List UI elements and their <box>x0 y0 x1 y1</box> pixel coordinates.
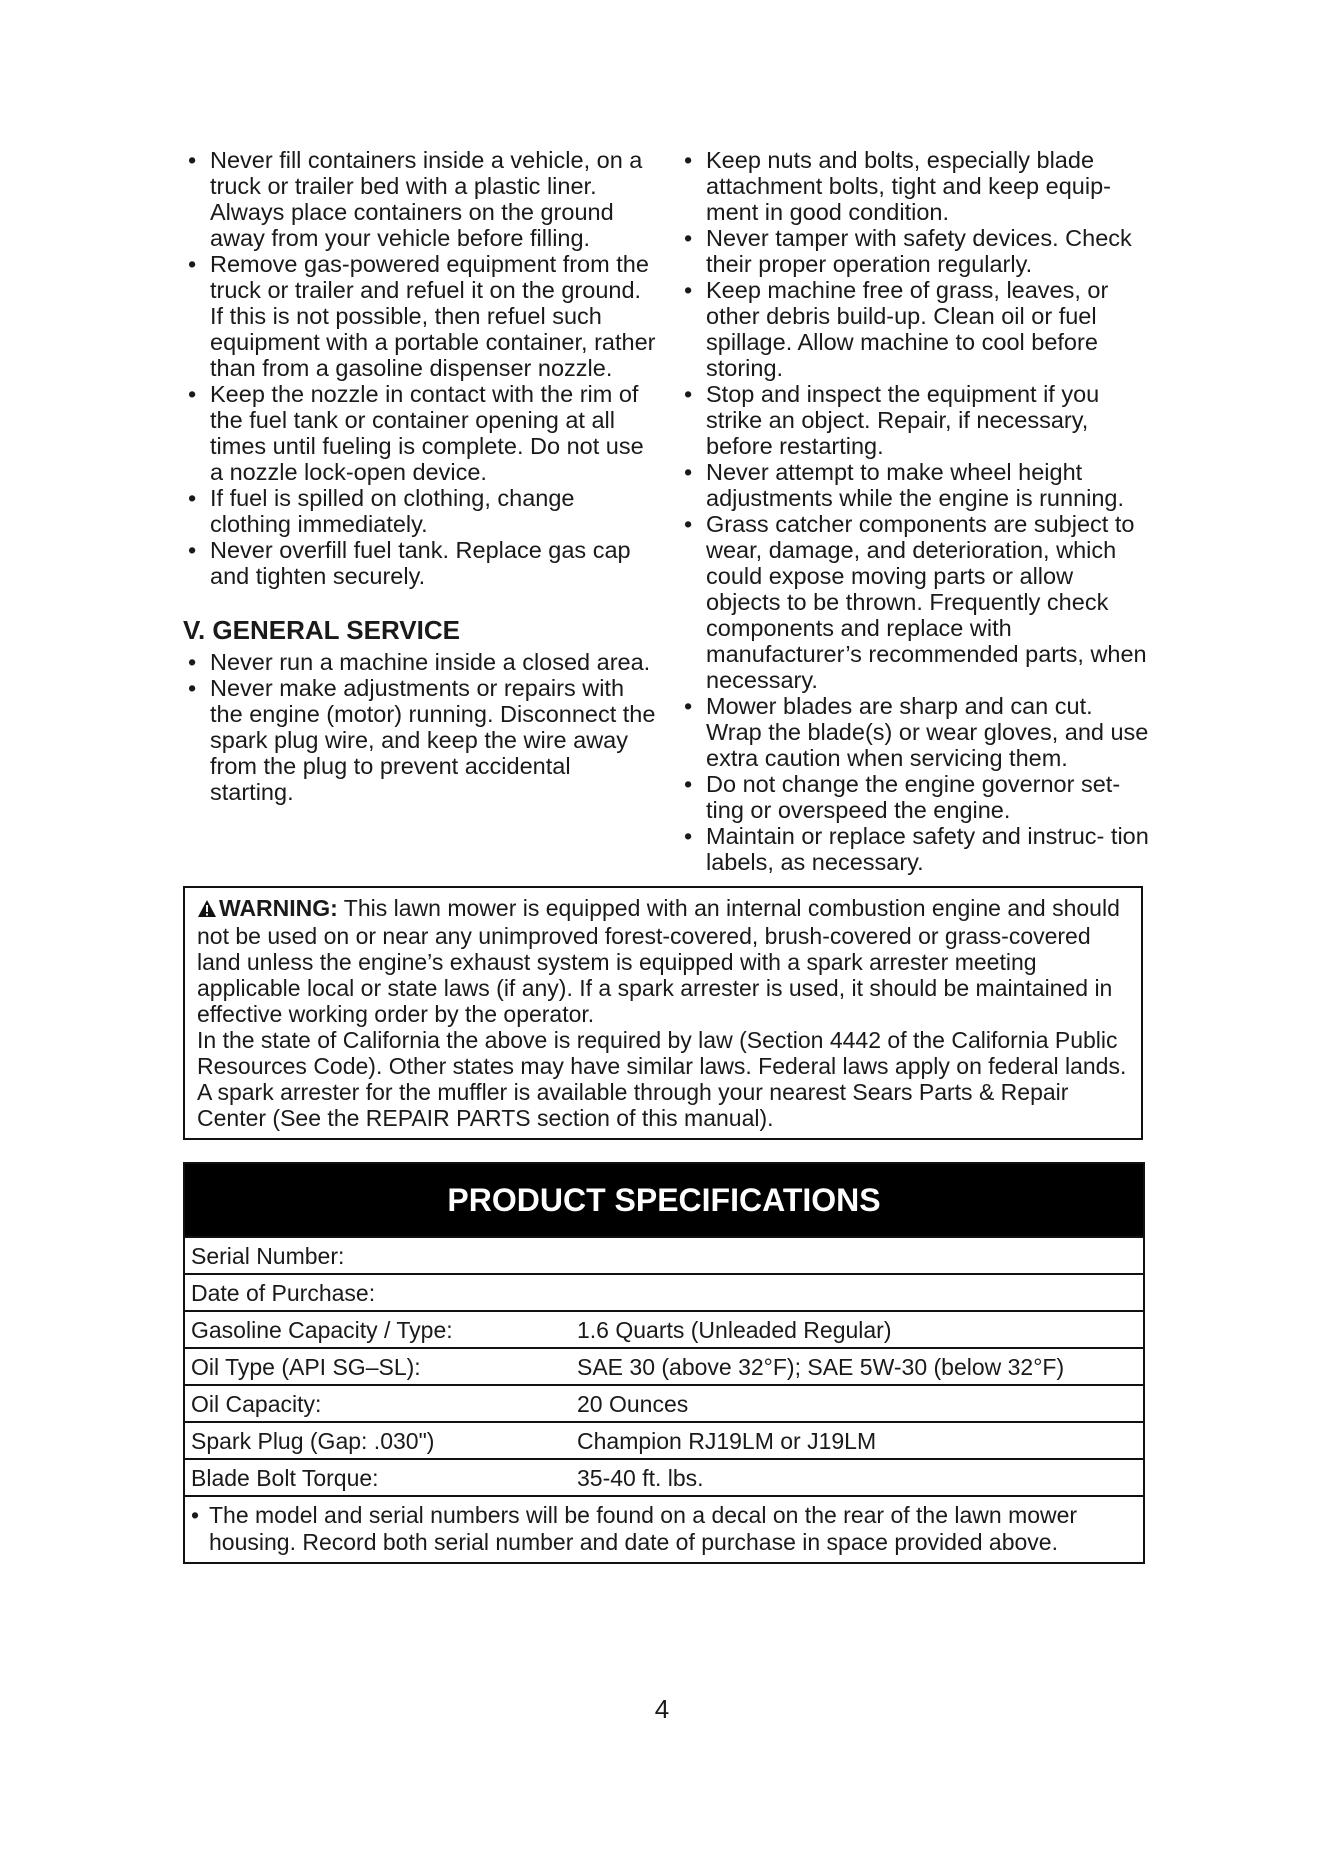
list-item: • Never make adjustments or repairs with the engine (motor) running. Disconnect the spark plug wire, and keep the wire away from the plug to prevent accidental starting. <box>186 675 656 805</box>
table-row <box>185 1273 1143 1310</box>
list-item: • Never fill containers inside a vehicle, on a truck or trailer bed with a plastic liner. Always place containers on the ground away from your vehicle before filling. <box>186 147 656 251</box>
list-item: • Mower blades are sharp and can cut. Wrap the blade(s) or wear gloves, and use extra caution when servicing them. <box>682 693 1152 771</box>
list-item: • Never overfill fuel tank. Replace gas cap and tighten securely. <box>186 537 656 589</box>
table-row <box>185 1310 1143 1347</box>
list-item: • Stop and inspect the equipment if you strike an object. Repair, if necessary, before restarting. <box>682 381 1152 459</box>
right-column <box>682 147 1152 875</box>
general-service-list <box>186 649 656 805</box>
list-item: • Never tamper with safety devices. Check their proper operation regularly. <box>682 225 1152 277</box>
spec-value: SAE 30 (above 32°F); SAE 5W-30 (below 32°F) <box>577 1354 1065 1380</box>
general-service-list-continued <box>682 147 1152 875</box>
left-column <box>183 147 656 805</box>
table-row <box>185 1236 1143 1273</box>
spec-label: Oil Capacity: <box>191 1391 322 1417</box>
specifications-note-list <box>191 1502 1137 1556</box>
spec-label: Date of Purchase: <box>191 1280 376 1306</box>
list-item: • Maintain or replace safety and instruc- tion labels, as necessary. <box>682 823 1152 875</box>
warning-california-text: In the state of California the above is required by law (Section 4442 of the California Public Resources Code). Other states may have similar laws. Federal laws apply on federal lands. A spark arrester for the muffler is available through your nearest Sears Parts & Repair Center (See the REPAIR PARTS section of this manual). <box>197 1027 1127 1131</box>
spec-label: Gasoline Capacity / Type: <box>191 1317 453 1343</box>
fueling-safety-list <box>186 147 656 589</box>
warning-label: WARNING: <box>219 895 338 921</box>
list-item: • Never run a machine inside a closed area. <box>186 649 656 675</box>
warning-paragraph <box>197 895 1131 1027</box>
table-row <box>185 1458 1143 1495</box>
list-item: • Keep machine free of grass, leaves, or other debris build-up. Clean oil or fuel spillage. Allow machine to cool before storing. <box>682 277 1152 381</box>
specifications-note <box>185 1495 1143 1562</box>
warning-box <box>183 886 1143 1140</box>
spec-value: 35-40 ft. lbs. <box>577 1465 704 1491</box>
list-item: • If fuel is spilled on clothing, change clothing immediately. <box>186 485 656 537</box>
list-item: • Remove gas-powered equipment from the truck or trailer and refuel it on the ground. If this is not possible, then refuel such equipment with a portable container, rather than from a gasoline dispenser nozzle. <box>186 251 656 381</box>
warning-triangle-icon <box>197 897 217 923</box>
table-row <box>185 1347 1143 1384</box>
spec-label: Spark Plug (Gap: .030") <box>191 1428 435 1454</box>
page-number: 4 <box>654 1694 670 1724</box>
list-item: • The model and serial numbers will be found on a decal on the rear of the lawn mower housing. Record both serial number and date of purchase in space provided above. <box>191 1502 1137 1556</box>
list-item: • Grass catcher components are subject to wear, damage, and deterioration, which could expose moving parts or allow objects to be thrown. Frequently check components and replace with manufacturer’s recommended parts, when necessary. <box>682 511 1152 693</box>
spec-label: Blade Bolt Torque: <box>191 1465 379 1491</box>
spec-value <box>577 1275 1143 1310</box>
table-row <box>185 1421 1143 1458</box>
product-specifications-table <box>183 1162 1145 1564</box>
spec-value: 1.6 Quarts (Unleaded Regular) <box>577 1317 892 1343</box>
spec-value: Champion RJ19LM or J19LM <box>577 1428 877 1454</box>
spec-value <box>577 1238 1143 1273</box>
specifications-title: PRODUCT SPECIFICATIONS <box>185 1164 1143 1236</box>
section-heading-general-service: V. GENERAL SERVICE <box>183 615 460 645</box>
spec-label: Oil Type (API SG–SL): <box>191 1354 421 1380</box>
warning-text: This lawn mower is equipped with an internal combustion engine and should not be used on or near any unimproved forest-covered, brush-covered or grass-covered land unless the engine’s exhaust system is equipped with a spark arrester meeting applicable local or state laws (if any). If a spark arrester is used, it should be maintained in effective working order by the operator. <box>197 895 1120 1027</box>
spec-value: 20 Ounces <box>577 1391 689 1417</box>
list-item: • Never attempt to make wheel height adjustments while the engine is running. <box>682 459 1152 511</box>
list-item: • Keep the nozzle in contact with the rim of the fuel tank or container opening at all times until fueling is complete. Do not use a nozzle lock-open device. <box>186 381 656 485</box>
table-row <box>185 1384 1143 1421</box>
spec-label: Serial Number: <box>191 1243 345 1269</box>
list-item: • Do not change the engine governor set- ting or overspeed the engine. <box>682 771 1152 823</box>
list-item: • Keep nuts and bolts, especially blade attachment bolts, tight and keep equip- ment in good condition. <box>682 147 1152 225</box>
